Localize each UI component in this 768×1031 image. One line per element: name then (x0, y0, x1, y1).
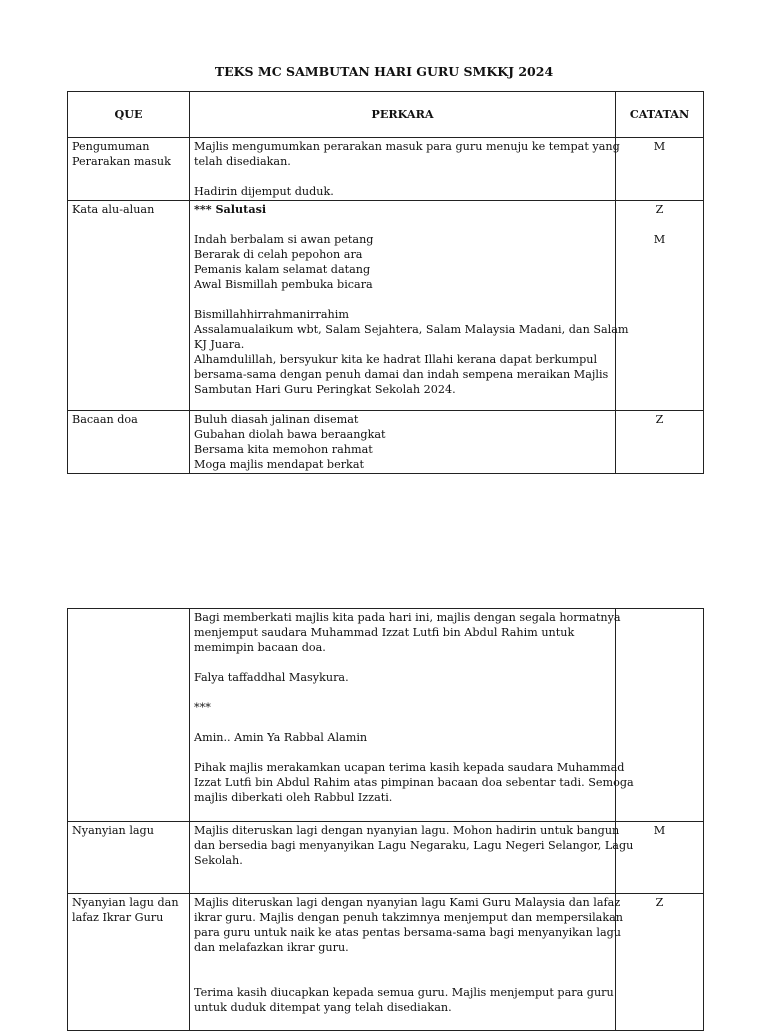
perkara-text-line: Falya taffaddhal Masykura. (194, 671, 349, 684)
perkara-text-line: Alhamdulillah, bersyukur kita ke hadrat Illahi kerana dapat berkumpul (194, 353, 598, 366)
catatan-text-line: Z (655, 896, 664, 909)
catatan-text-line: Z (655, 413, 664, 426)
perkara-text-line: memimpin bacaan doa. (194, 641, 326, 654)
perkara-text-line: Majlis diteruskan lagi dengan nyanyian lagu Kami Guru Malaysia dan lafaz (194, 896, 621, 909)
blank-line (194, 655, 611, 670)
perkara-text-line: Gubahan diolah bawa beraangkat (194, 428, 386, 441)
header-catatan: CATATAN (616, 92, 704, 138)
catatan-text-line: M (653, 233, 666, 246)
blank-line (194, 169, 611, 184)
table-row (68, 894, 704, 1031)
que-text-line: Bacaan doa (72, 413, 138, 426)
perkara-text-line: Bersama kita memohon rahmat (194, 443, 373, 456)
perkara-text-line: Pihak majlis merakamkan ucapan terima kasih kepada saudara Muhammad (194, 761, 625, 774)
blank-line (194, 745, 611, 760)
que-text-line: Pengumuman (72, 140, 150, 153)
perkara-cell (190, 411, 616, 474)
header-que: QUE (68, 92, 190, 138)
table-body-page-1 (68, 138, 704, 474)
que-text-line: Perarakan masuk (72, 155, 171, 168)
perkara-text-line: Majlis mengumumkan perarakan masuk para guru menuju ke tempat yang (194, 140, 620, 153)
catatan-text-line: M (653, 824, 666, 837)
table-row (68, 609, 704, 822)
mc-script-table-page-2 (67, 608, 704, 1031)
blank-line (194, 217, 611, 232)
catatan-text-line: M (653, 140, 666, 153)
que-cell (68, 822, 190, 894)
perkara-text-line: Izzat Lutfi bin Abdul Rahim atas pimpinan bacaan doa sebentar tadi. Semoga (194, 776, 634, 789)
que-cell (68, 609, 190, 822)
que-cell (68, 138, 190, 201)
document-title: TEKS MC SAMBUTAN HARI GURU SMKKJ 2024 (214, 64, 554, 79)
perkara-text-line: telah disediakan. (194, 155, 291, 168)
perkara-text-line: Majlis diteruskan lagi dengan nyanyian lagu. Mohon hadirin untuk bangun (194, 824, 620, 837)
perkara-text-line: para guru untuk naik ke atas pentas bersama-sama bagi menyanyikan lagu (194, 926, 621, 939)
mc-script-table-page-1 (67, 91, 704, 474)
perkara-text-line: ikrar guru. Majlis dengan penuh takzimnya menjemput dan mempersilakan (194, 911, 624, 924)
perkara-text-line: Assalamualaikum wbt, Salam Sejahtera, Salam Malaysia Madani, dan Salam (194, 323, 629, 336)
table-row (68, 138, 704, 201)
blank-line (194, 955, 611, 970)
perkara-text-line: Berarak di celah pepohon ara (194, 248, 363, 261)
perkara-text-line: Buluh diasah jalinan disemat (194, 413, 359, 426)
perkara-cell (190, 894, 624, 1031)
perkara-text-line: Sambutan Hari Guru Peringkat Sekolah 2024. (194, 383, 456, 396)
perkara-cell (190, 201, 629, 411)
perkara-text-line: Pemanis kalam selamat datang (194, 263, 371, 276)
catatan-cell (616, 894, 704, 1031)
table-row (68, 201, 704, 411)
perkara-text-line: Sekolah. (194, 854, 243, 867)
blank-line (194, 292, 611, 307)
blank-line (194, 715, 611, 730)
blank-line (194, 805, 611, 820)
perkara-text-line: menjemput saudara Muhammad Izzat Lutfi bin Abdul Rahim untuk (194, 626, 575, 639)
perkara-text-line: dan bersedia bagi menyanyikan Lagu Negaraku, Lagu Negeri Selangor, Lagu (194, 839, 634, 852)
que-cell (68, 894, 190, 1031)
table-row (68, 822, 704, 894)
perkara-text-line: Hadirin dijemput duduk. (194, 185, 334, 198)
catatan-cell (616, 411, 704, 474)
perkara-text-line: bersama-sama dengan penuh damai dan indah sempena meraikan Majlis (194, 368, 609, 381)
blank-line (194, 685, 611, 700)
catatan-cell (616, 822, 704, 894)
que-text-line: Kata alu-aluan (72, 203, 155, 216)
perkara-text-line: Moga majlis mendapat berkat (194, 458, 365, 471)
blank-line (194, 868, 611, 883)
blank-line (194, 970, 611, 985)
perkara-text-line: Indah berbalam si awan petang (194, 233, 374, 246)
perkara-text-line: KJ Juara. (194, 338, 245, 351)
perkara-text-line: Amin.. Amin Ya Rabbal Alamin (194, 731, 368, 744)
catatan-cell (616, 201, 704, 411)
perkara-cell (190, 138, 620, 201)
perkara-text-line: Terima kasih diucapkan kepada semua guru. Majlis menjemput para guru (194, 986, 614, 999)
que-cell (68, 201, 190, 411)
perkara-text-line: untuk duduk ditempat yang telah disediakan. (194, 1001, 452, 1014)
catatan-cell (616, 138, 704, 201)
perkara-text-line: dan melafazkan ikrar guru. (194, 941, 349, 954)
perkara-text-line: majlis diberkati oleh Rabbul Izzati. (194, 791, 393, 804)
perkara-text-line: *** Salutasi (194, 202, 267, 216)
blank-line (620, 217, 699, 232)
perkara-cell (190, 822, 634, 894)
que-text-line: Nyanyian lagu (72, 824, 154, 837)
que-text-line: lafaz Ikrar Guru (72, 911, 164, 924)
catatan-text-line: Z (655, 203, 664, 216)
header-perkara: PERKARA (190, 92, 616, 138)
table-row (68, 411, 704, 474)
perkara-text-line: Awal Bismillah pembuka bicara (194, 278, 373, 291)
perkara-text-line: Bismillahhirrahmanirrahim (194, 308, 349, 321)
que-cell (68, 411, 190, 474)
perkara-cell (190, 609, 634, 822)
que-text-line: Nyanyian lagu dan (72, 896, 179, 909)
perkara-text-line: Bagi memberkati majlis kita pada hari ini, majlis dengan segala hormatnya (194, 611, 621, 624)
table-body-page-2 (68, 609, 704, 1031)
catatan-cell (616, 609, 704, 822)
perkara-text-line: *** (194, 701, 211, 714)
